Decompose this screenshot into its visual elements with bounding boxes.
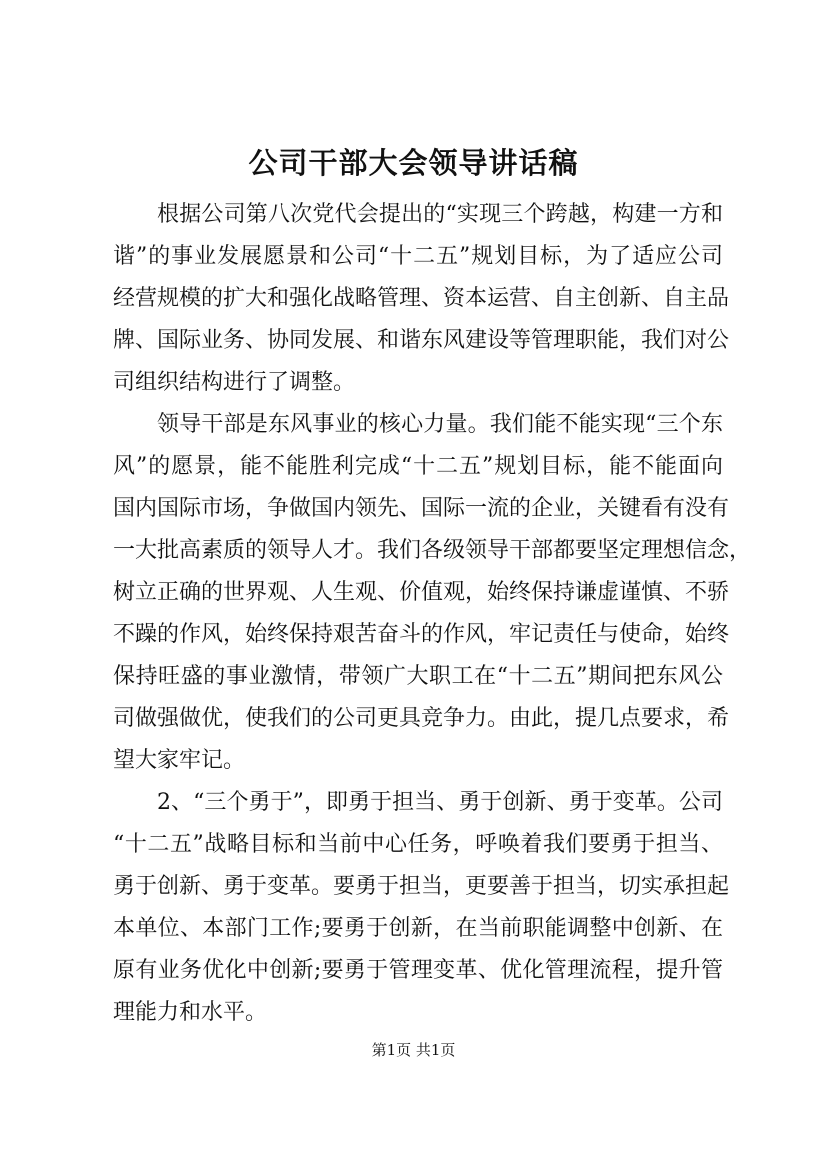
paragraph-3-line-1: 2、“三个勇于”，即勇于担当、勇于创新、勇于变革。公司 xyxy=(157,790,723,815)
paragraph-3-line-2: “十二五”战略目标和当前中心任务，呼唤着我们要勇于担当、 xyxy=(113,832,723,857)
paragraph-3-line-5: 原有业务优化中创新;要勇于管理变革、优化管理流程，提升管 xyxy=(113,958,723,983)
paragraph-1-line-2: 谐”的事业发展愿景和公司“十二五”规划目标，为了适应公司 xyxy=(113,244,723,269)
paragraph-2-line-1: 领导干部是东风事业的核心力量。我们能不能实现“三个东 xyxy=(157,412,723,437)
paragraph-1-line-5: 司组织结构进行了调整。 xyxy=(113,370,356,395)
paragraph-1-line-3: 经营规模的扩大和强化战略管理、资本运营、自主创新、自主品 xyxy=(113,286,730,311)
page-footer: 第1页 共1页 xyxy=(371,1041,456,1059)
paragraph-2-line-5: 树立正确的世界观、人生观、价值观，始终保持谦虚谨慎、不骄 xyxy=(113,580,730,605)
paragraph-2-line-8: 司做强做优，使我们的公司更具竞争力。由此，提几点要求，希 xyxy=(113,706,730,731)
paragraph-2-line-3: 国内国际市场，争做国内领先、国际一流的企业，关键看有没有 xyxy=(113,496,730,521)
paragraph-1-line-4: 牌、国际业务、协同发展、和谐东风建设等管理职能，我们对公 xyxy=(113,328,730,353)
paragraph-3-line-4: 本单位、本部门工作;要勇于创新，在当前职能调整中创新、在 xyxy=(113,916,723,941)
paragraph-3-line-6: 理能力和水平。 xyxy=(113,1000,268,1025)
paragraph-3-line-3: 勇于创新、勇于变革。要勇于担当，更要善于担当，切实承担起 xyxy=(113,874,730,899)
paragraph-2-line-6: 不躁的作风，始终保持艰苦奋斗的作风，牢记责任与使命，始终 xyxy=(113,622,730,647)
paragraph-2-line-7: 保持旺盛的事业激情，带领广大职工在“十二五”期间把东风公 xyxy=(113,664,723,689)
paragraph-1-line-1: 根据公司第八次党代会提出的“实现三个跨越，构建一方和 xyxy=(157,202,723,227)
document-title: 公司干部大会领导讲话稿 xyxy=(248,146,579,180)
paragraph-2-line-9: 望大家牢记。 xyxy=(113,748,246,773)
paragraph-2-line-4: 一大批高素质的领导人才。我们各级领导干部都要坚定理想信念， xyxy=(113,538,752,563)
paragraph-2-line-2: 风”的愿景，能不能胜利完成“十二五”规划目标，能不能面向 xyxy=(113,454,723,479)
